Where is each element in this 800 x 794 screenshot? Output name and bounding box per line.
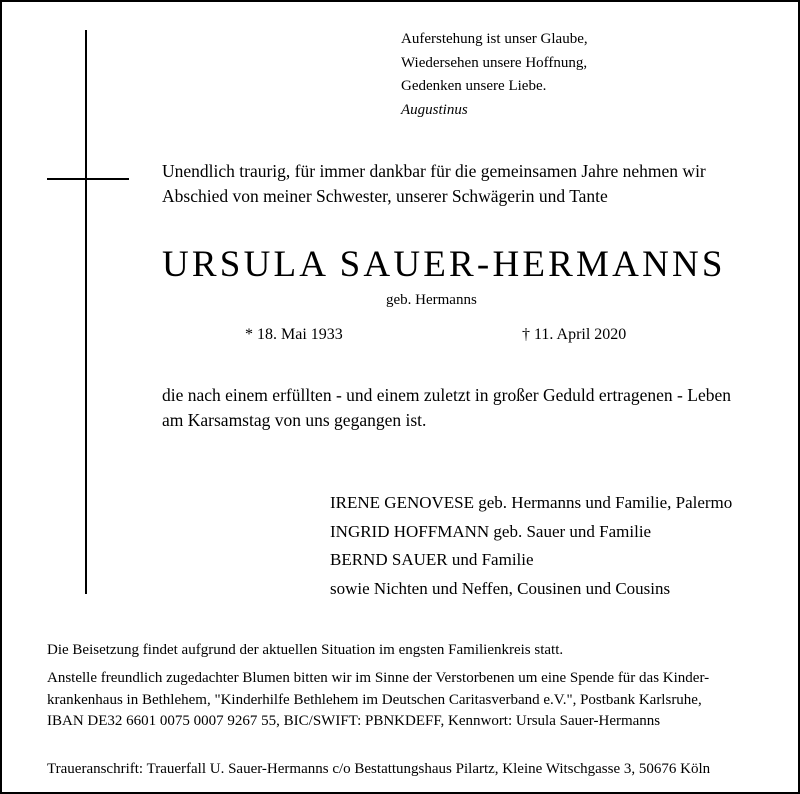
mourner-line: sowie Nichten und Neffen, Cousinen und Cousins (330, 578, 671, 598)
birth-date: * 18. Mai 1933 (245, 326, 343, 343)
mourners-list (330, 489, 732, 603)
donation-line: IBAN DE32 6601 0075 0007 9267 55, BIC/SWIFT: PBNKDEFF, Kennwort: Ursula Sauer-Hermanns (47, 713, 661, 729)
mourner-line: IRENE GENOVESE geb. Hermanns und Familie, Palermo (330, 493, 733, 512)
intro-line: Unendlich traurig, für immer dankbar für die gemeinsamen Jahre nehmen wir (162, 161, 706, 181)
quote-line: Auferstehung ist unser Glaube, (401, 31, 588, 47)
deceased-name: URSULA SAUER-HERMANNS (162, 244, 726, 285)
intro-line: Abschied von meiner Schwester, unserer Schwägerin und Tante (162, 186, 608, 206)
quote-line: Gedenken unsere Liebe. (401, 78, 547, 94)
cross-vertical-bar (85, 30, 87, 594)
mourner-line: BERND SAUER und Familie (330, 550, 534, 570)
cross-horizontal-bar (47, 178, 129, 180)
passage-line: die nach einem erfüllten - und einem zuletzt in großer Geduld ertragenen - Leben (162, 385, 731, 405)
donation-line: krankenhaus in Bethlehem, "Kinderhilfe Bethlehem im Deutschen Caritasverband e.V.", Postbank Karlsruhe, (47, 691, 702, 708)
donation-note (47, 668, 709, 733)
intro-text (162, 159, 706, 209)
quote-block (401, 28, 588, 122)
donation-line: Anstelle freundlich zugedachter Blumen bitten wir im Sinne der Verstorbenen um eine Spende für das Kinder- (47, 670, 710, 686)
passage-text (162, 383, 731, 432)
burial-note: Die Beisetzung findet aufgrund der aktuellen Situation im engsten Familienkreis statt. (47, 642, 564, 658)
death-date: † 11. April 2020 (522, 326, 627, 343)
quote-line: Wiedersehen unsere Hoffnung, (401, 54, 588, 71)
passage-line: am Karsamstag von uns gegangen ist. (162, 409, 427, 430)
quote-author: Augustinus (401, 101, 468, 118)
mourning-address: Traueranschrift: Trauerfall U. Sauer-Hermanns c/o Bestattungshaus Pilartz, Kleine Witschgasse 3, 50676 Köln (47, 761, 711, 777)
birth-name: geb. Hermanns (386, 292, 477, 308)
mourner-line: INGRID HOFFMANN geb. Sauer und Familie (330, 521, 652, 541)
